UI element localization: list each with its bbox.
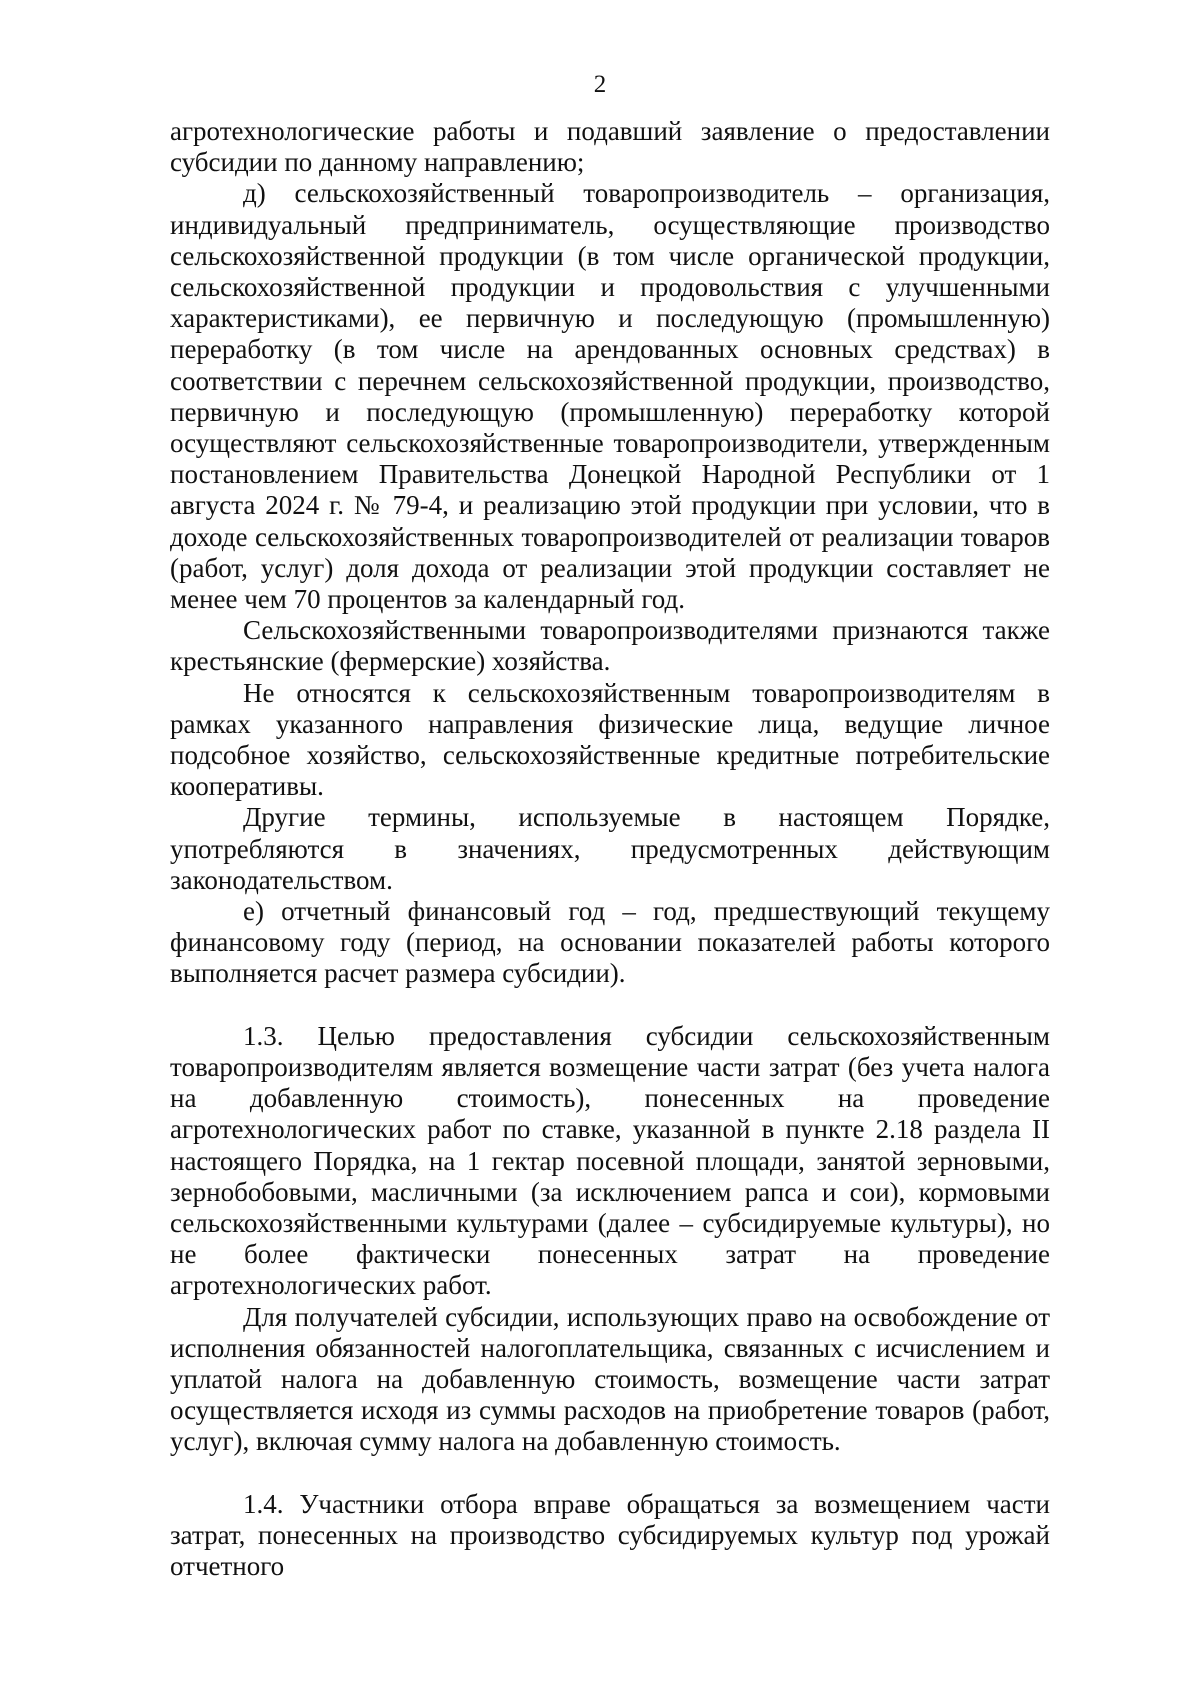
paragraph-section-1-4: 1.4. Участники отбора вправе обращаться за возмещением части затрат, понесенных на производство субсидируемых культур под урожай отчетного bbox=[170, 1488, 1050, 1581]
section-gap bbox=[170, 1458, 1050, 1489]
document-body bbox=[170, 116, 1050, 1582]
paragraph-farms: Сельскохозяйственными товаропроизводителями признаются также крестьянские (фермерские) хозяйства. bbox=[170, 615, 1050, 677]
paragraph-definition-d: д) сельскохозяйственный товаропроизводитель – организация, индивидуальный предприниматель, осуществляющие производство сельскохозяйственной продукции (в том числе органической продукции, сельскохозяйственной продукции и продовольствия с улучшенными характеристиками), ее первичную и последующую (промышленную) переработку (в том числе на арендованных основных средствах) в соответствии с перечнем сельскохозяйственной продукции, производство, первичную и последующую (промышленную) переработку которой осуществляют сельскохозяйственные товаропроизводители, утвержденным постановлением Правительства Донецкой Народной Республики от 1 августа 2024 г. № 79-4, и реализацию этой продукции при условии, что в доходе сельскохозяйственных товаропроизводителей от реализации товаров (работ, услуг) доля дохода от реализации этой продукции составляет не менее чем 70 процентов за календарный год. bbox=[170, 178, 1050, 615]
paragraph-section-1-3: 1.3. Целью предоставления субсидии сельскохозяйственным товаропроизводителям является возмещение части затрат (без учета налога на добавленную стоимость), понесенных на проведение агротехнологических работ по ставке, указанной в пункте 2.18 раздела II настоящего Порядка, на 1 гектар посевной площади, занятой зерновыми, зернобобовыми, масличными (за исключением рапса и сои), кормовыми сельскохозяйственными культурами (далее – субсидируемые культуры), но не более фактически понесенных затрат на проведение агротехнологических работ. bbox=[170, 1020, 1050, 1301]
paragraph-exclusions: Не относятся к сельскохозяйственным товаропроизводителям в рамках указанного направления физические лица, ведущие личное подсобное хозяйство, сельскохозяйственные кредитные потребительские кооперативы. bbox=[170, 677, 1050, 802]
page-number: 2 bbox=[593, 71, 607, 98]
paragraph-vat-exemption: Для получателей субсидии, использующих право на освобождение от исполнения обязанностей налогоплательщика, связанных с исчислением и уплатой налога на добавленную стоимость, возмещение части затрат осуществляется исходя из суммы расходов на приобретение товаров (работ, услуг), включая сумму налога на добавленную стоимость. bbox=[170, 1301, 1050, 1457]
paragraph-definition-e: е) отчетный финансовый год – год, предшествующий текущему финансовому году (период, на основании показателей работы которого выполняется расчет размера субсидии). bbox=[170, 896, 1050, 989]
paragraph-continuation: агротехнологические работы и подавший заявление о предоставлении субсидии по данному направлению; bbox=[170, 116, 1050, 178]
paragraph-other-terms: Другие термины, используемые в настоящем Порядке, употребляются в значениях, предусмотренных действующим законодательством. bbox=[170, 802, 1050, 895]
section-gap bbox=[170, 990, 1050, 1021]
